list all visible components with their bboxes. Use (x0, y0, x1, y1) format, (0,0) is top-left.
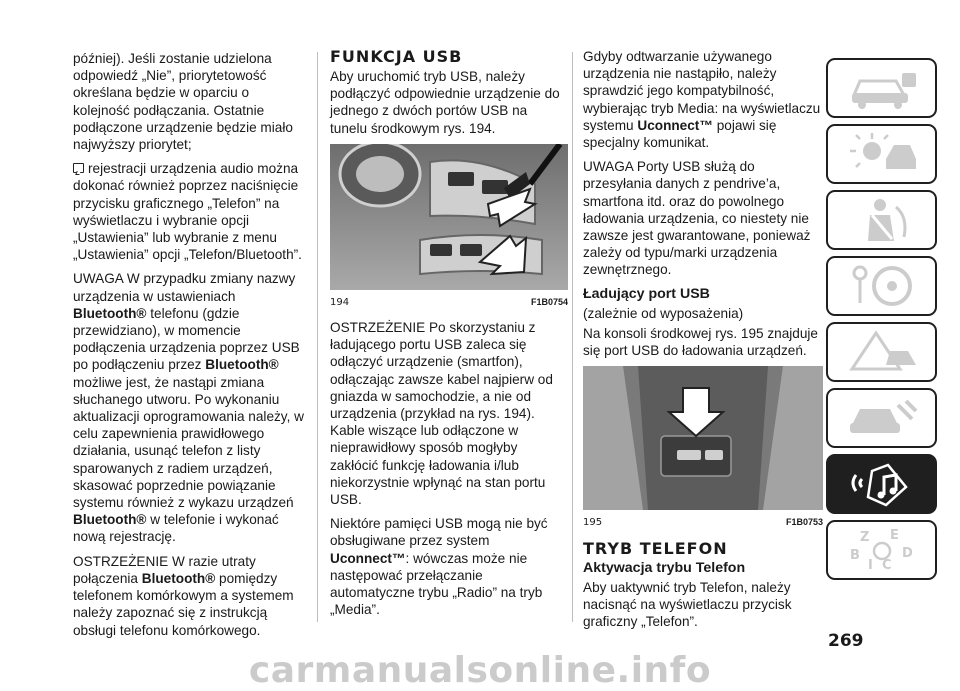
tab-emergency[interactable] (826, 322, 937, 382)
road-warning-icon (846, 329, 918, 375)
key-steering-wheel-icon (846, 263, 918, 309)
tab-safety[interactable] (826, 190, 937, 250)
figure-code: F1B0754 (530, 296, 568, 307)
usb-ports-photo (330, 144, 568, 290)
paragraph-warning: OSTRZEŻENIE Po skorzystaniu z ładującego portu USB zaleca się odłączyć urządzenie (smartfon), odłączając zawsze kabel najpierw od gniazda w samochodzie, a nie od urządzenia (przykład na rys. 194). Kable wiszące lub odłączone w nieprawidłowy sposób mogłyby zakłócić funkcję ładowania i/lub niekorzystnie wpłynąć na stan portu USB. (330, 320, 553, 508)
text-column-3 (583, 48, 823, 637)
warning-lights-icon (846, 131, 918, 177)
paragraph-note: UWAGA W przypadku zmiany nazwy urządzenia w ustawieniach Bluetooth® telefonu (gdzie przewidziano), w momencie podłączenia urządzenia poprzez USB po podłączeniu przez Bluetooth® możliwe jest, że nastąpi zmiana słuchanego utworu. Po wykonaniu aktualizacji oprogramowania należy, w celu zapewnienia prawidłowego działania, usunąć telefon z listy sparowanych z radiem urządzeń, skasować poprzednie powiązanie systemu również z wykazu urządzeń Bluetooth® w telefonie i wykonać nową rejestrację. (73, 271, 304, 545)
svg-text:D: D (901, 546, 913, 561)
text-column-1 (73, 50, 305, 646)
tab-multimedia[interactable] (826, 454, 937, 514)
paragraph: Na konsoli środkowej rys. 195 znajduje się port USB do ładowania urządzeń. (583, 326, 818, 359)
seat-belt-person-icon (846, 197, 918, 243)
svg-text:Z: Z (859, 530, 869, 545)
paragraph: Niektóre pamięci USB mogą nie być obsługiwane przez system Uconnect™: wówczas może nie następować przełączanie automatyczne trybu „Radio” na tryb „Media”. (330, 516, 548, 618)
tab-warning-lights[interactable] (826, 124, 937, 184)
text-column-2 (330, 48, 568, 625)
svg-text:E: E (889, 528, 899, 543)
svg-text:B: B (849, 548, 860, 563)
column-divider (572, 52, 573, 622)
paragraph: (zależnie od wyposażenia) (583, 305, 744, 321)
tab-maintenance[interactable] (826, 388, 937, 448)
watermark: carmanualsonline.info (248, 650, 712, 691)
paragraph: Gdyby odtwarzanie używanego urządzenia nie nastąpiło, należy sprawdzić jego kompatybilność, wybierając tryb Media: na wyświetlaczu systemu Uconnect™ pojawi się specjalny komunikat. (583, 49, 821, 151)
figure-number: 195 (583, 517, 603, 529)
bullet-paragraph: rejestracji urządzenia audio można dokonać również poprzez naciśnięcie przycisku graficznego „Telefon” na wyświetlaczu i wybranie opcji „Ustawienia” lub wybranie z menu „Ustawienia” opcji „Telefon/Bluetooth”. (73, 161, 302, 263)
bullet-icon (73, 163, 84, 173)
page-number: 269 (828, 631, 864, 651)
svg-text:I: I (867, 558, 873, 573)
svg-text:C: C (881, 558, 892, 573)
figure-caption (330, 294, 568, 311)
charging-usb-port-photo (583, 366, 823, 510)
section-heading: FUNKCJA USB (330, 47, 463, 66)
car-dashboard-icon (846, 65, 918, 111)
figure-caption (583, 514, 823, 531)
paragraph: później). Jeśli zostanie udzielona odpowiedź „Nie”, priorytetowość określana będzie w oparciu o kolejność podłączania. Ostatnie podłączone urządzenie będzie miało najwyższy priorytet; (73, 51, 293, 153)
tab-index[interactable] (826, 520, 937, 580)
paragraph-warning: OSTRZEŻENIE W razie utraty połączenia Bluetooth® pomiędzy telefonem komórkowym a systemem należy zapoznać się z instrukcją obsługi telefonu komórkowego. (73, 553, 294, 638)
subheading: Aktywacja trybu Telefon (583, 559, 746, 576)
subheading: Ładujący port USB (583, 285, 710, 302)
paragraph: Aby uaktywnić tryb Telefon, należy nacisnąć na wyświetlaczu przycisk graficzny „Telefon”. (583, 579, 792, 630)
tab-car-dashboard[interactable] (826, 58, 937, 118)
paragraph: Aby uruchomić tryb USB, należy podłączyć odpowiednie urządzenie do jednego z dwóch portów USB na tunelu środkowym rys. 194. (330, 69, 560, 136)
multimedia-music-icon (846, 461, 918, 507)
chapter-tabs (826, 58, 938, 586)
figure-code: F1B0753 (785, 517, 823, 528)
car-maintenance-icon (846, 395, 918, 441)
column-divider (317, 52, 318, 622)
tab-starting-driving[interactable] (826, 256, 937, 316)
figure-number: 194 (330, 296, 350, 308)
alphabetical-index-icon (846, 527, 918, 573)
section-heading: TRYB TELEFON (583, 538, 728, 558)
paragraph-note: UWAGA Porty USB służą do przesyłania danych z pendrive’a, smartfona itd. oraz do powolnego ładowania urządzenia, co niestety nie zawsze jest gwarantowane, ponieważ zależy od typu/marki urządzenia zewnętrznego. (583, 159, 811, 278)
